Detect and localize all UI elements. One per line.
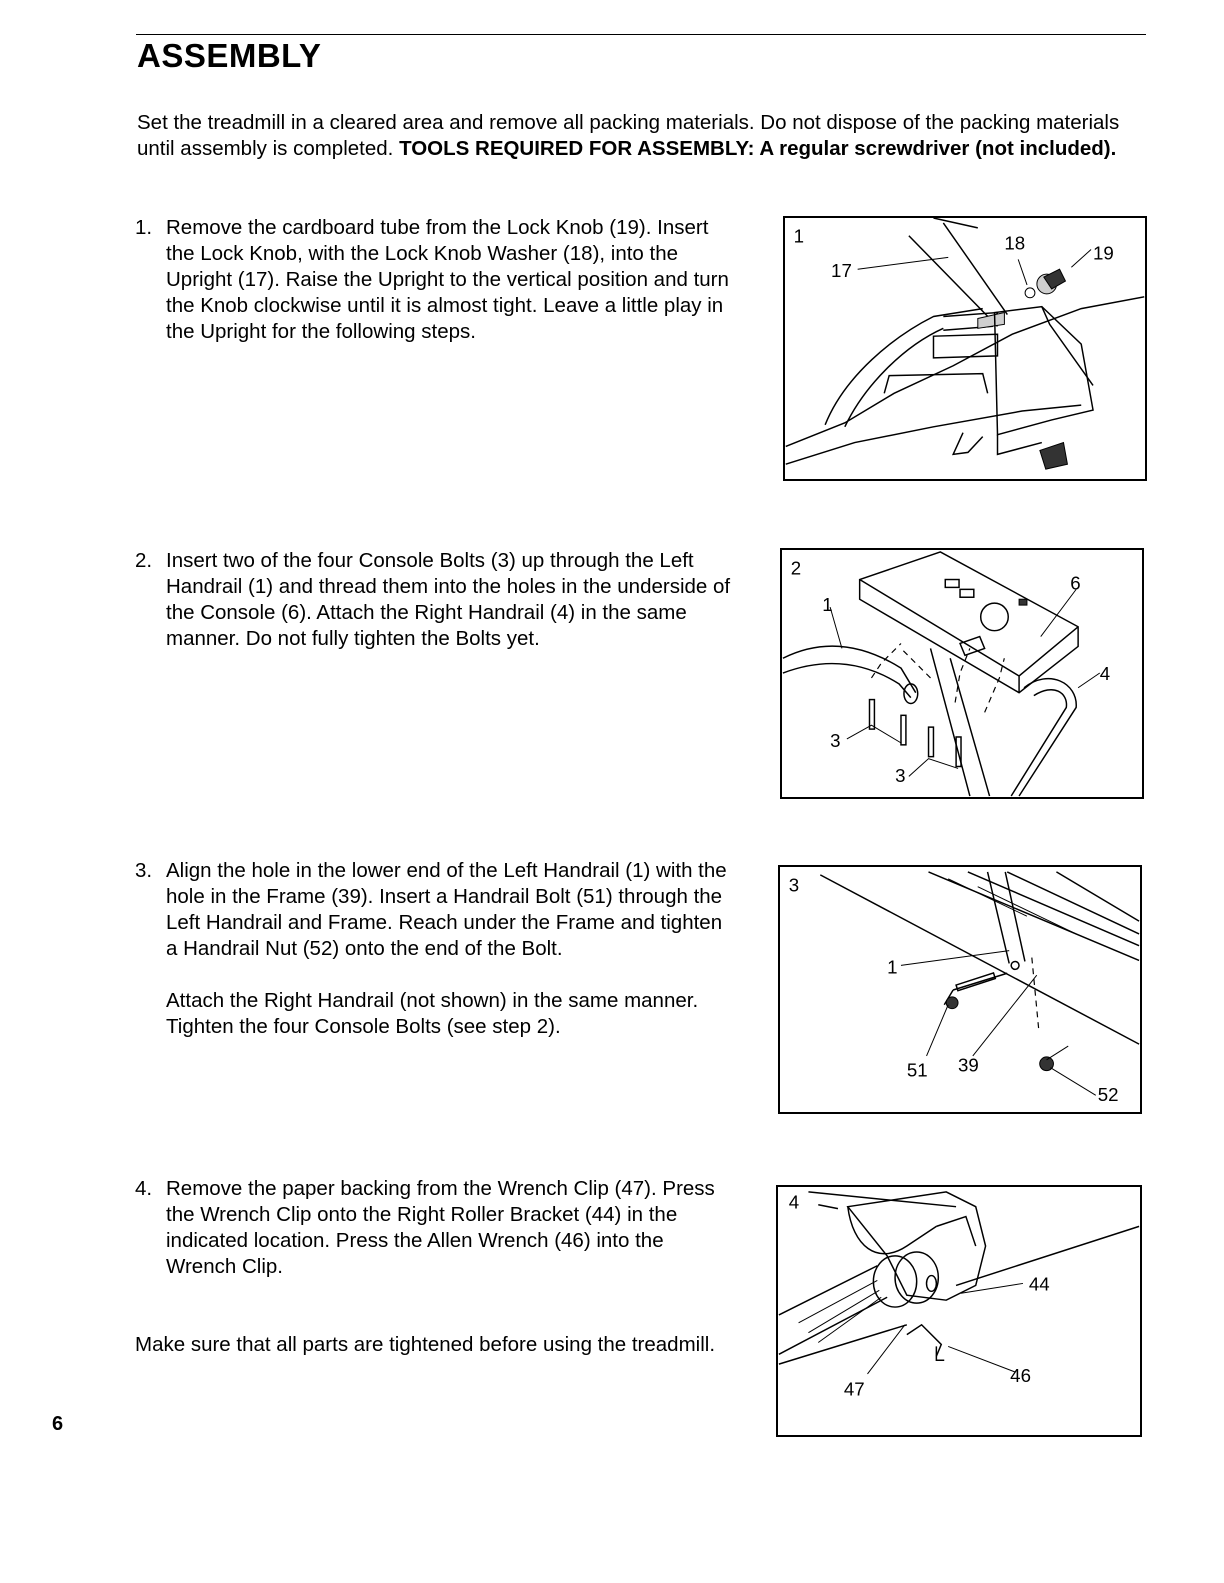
figure-3 xyxy=(778,865,1142,1114)
figure-3-illustration xyxy=(780,867,1140,1112)
callout-18: 18 xyxy=(1004,232,1026,254)
figure-number: 2 xyxy=(790,557,802,579)
figure-number: 3 xyxy=(788,874,800,896)
step-text: Remove the paper backing from the Wrench Clip (47). Press the Wrench Clip onto the Right Roller Bracket (44) in the indicated location. Press the Allen Wrench (46) into the Wrench Clip. xyxy=(166,1177,715,1278)
figure-2 xyxy=(780,548,1144,799)
callout-46: 46 xyxy=(1010,1364,1031,1386)
figure-1 xyxy=(783,216,1147,481)
intro-paragraph xyxy=(137,110,1147,162)
step-number: 4. xyxy=(135,1177,153,1200)
figure-1-illustration xyxy=(785,218,1145,479)
step-1 xyxy=(135,215,735,345)
callout-17: 17 xyxy=(831,260,852,282)
callout-6: 6 xyxy=(1070,572,1081,594)
callout-19: 19 xyxy=(1093,242,1114,264)
callout-3b: 3 xyxy=(895,765,906,787)
intro-tools-required: TOOLS REQUIRED FOR ASSEMBLY: A regular screwdriver (not included). xyxy=(399,137,1117,160)
figure-2-illustration xyxy=(782,550,1142,797)
step-number: 2. xyxy=(135,549,153,572)
figure-number: 1 xyxy=(793,225,805,247)
callout-44: 44 xyxy=(1028,1273,1050,1295)
step-4 xyxy=(135,1176,735,1280)
step-number: 1. xyxy=(135,216,153,239)
callout-3: 3 xyxy=(830,729,841,751)
callout-1: 1 xyxy=(822,594,833,616)
callout-1: 1 xyxy=(887,956,898,978)
step-text: Insert two of the four Console Bolts (3) up through the Left Handrail (1) and thread them into the holes in the underside of the Console (6). Attach the Right Handrail (4) in the same manner. Do not fully tighten the Bolts yet. xyxy=(166,549,731,650)
figure-number: 4 xyxy=(788,1191,800,1213)
header-rule xyxy=(136,34,1146,35)
step-text: Align the hole in the lower end of the Left Handrail (1) with the hole in the Frame (39). Insert a Handrail Bolt (51) through the Left Handrail and Frame. Reach under the Frame and tighten a Handrail Nut (52) onto the end of the Bolt. xyxy=(166,859,727,960)
callout-4: 4 xyxy=(1099,662,1111,684)
step-number: 3. xyxy=(135,859,153,882)
intro-text: Set the treadmill in a cleared area and remove all packing materials. Do not dispose of the packing materials until assembly is completed. xyxy=(137,111,1120,160)
callout-51: 51 xyxy=(906,1059,928,1081)
step-3 xyxy=(135,858,735,1040)
closing-note: Make sure that all parts are tightened before using the treadmill. xyxy=(135,1333,716,1356)
page-number: 6 xyxy=(52,1413,64,1435)
figure-4-illustration xyxy=(778,1187,1140,1435)
step-2 xyxy=(135,548,735,652)
step-text: Remove the cardboard tube from the Lock Knob (19). Insert the Lock Knob, with the Lock Knob Washer (18), into the Upright (17). Raise the Upright to the vertical position and turn the Knob clockwise until it is almost tight. Leave a little play in the Upright for the following steps. xyxy=(166,216,729,343)
callout-52: 52 xyxy=(1097,1084,1119,1106)
callout-39: 39 xyxy=(958,1054,979,1076)
figure-4 xyxy=(776,1185,1142,1437)
step-text-secondary: Attach the Right Handrail (not shown) in the same manner. Tighten the four Console Bolts (see step 2). xyxy=(166,989,699,1038)
callout-47: 47 xyxy=(843,1378,865,1400)
page-title: ASSEMBLY xyxy=(137,37,322,74)
